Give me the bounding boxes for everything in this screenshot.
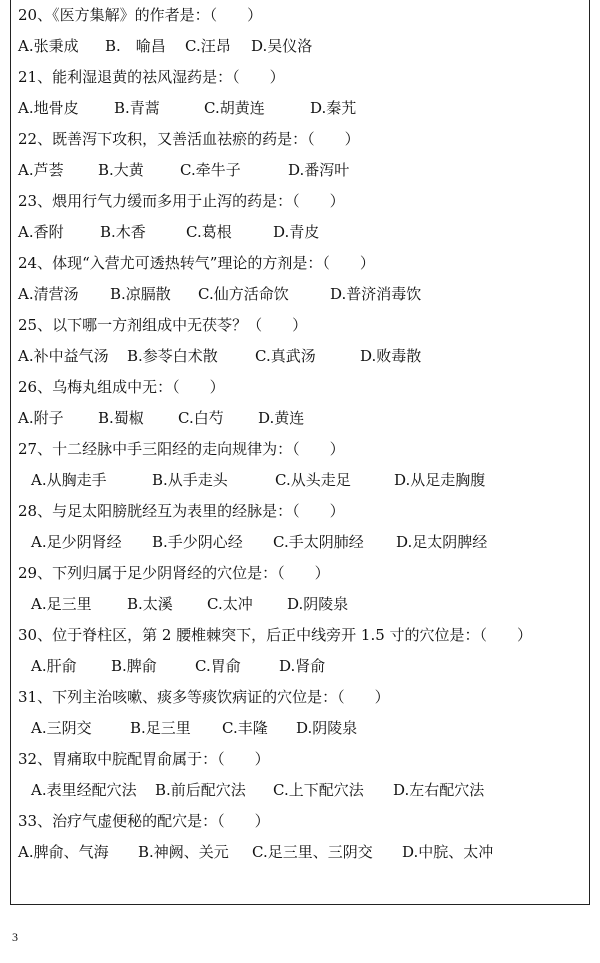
option-c: C.仙方活命饮 xyxy=(198,285,289,303)
option-b: B.太溪 xyxy=(127,595,173,613)
question-stem: 33、治疗气虚便秘的配穴是：（ ） xyxy=(18,812,270,830)
option-c: C.足三里、三阴交 xyxy=(252,843,373,861)
question-28 xyxy=(18,496,584,558)
question-stem: 22、既善泻下攻积，又善活血祛瘀的药是：（ ） xyxy=(18,130,360,148)
question-33 xyxy=(18,806,584,868)
option-c: C.上下配穴法 xyxy=(273,781,364,799)
option-b: B.前后配穴法 xyxy=(155,781,246,799)
option-a: A.从胸走手 xyxy=(31,471,107,489)
question-31 xyxy=(18,682,584,744)
option-d: D.普济消毒饮 xyxy=(330,285,422,303)
option-b: B. 喻昌 xyxy=(105,37,166,55)
question-20 xyxy=(18,0,584,62)
option-d: D.阴陵泉 xyxy=(287,595,349,613)
option-d: D.中脘、太冲 xyxy=(402,843,494,861)
question-22 xyxy=(18,124,584,186)
option-a: A.张秉成 xyxy=(18,37,79,55)
option-a: A.补中益气汤 xyxy=(18,347,109,365)
option-c: C.胡黄连 xyxy=(204,99,265,117)
option-b: B.神阙、关元 xyxy=(138,843,229,861)
option-d: D.肾俞 xyxy=(279,657,326,675)
question-stem: 29、下列归属于足少阴肾经的穴位是：（ ） xyxy=(18,564,330,582)
option-a: A.足三里 xyxy=(31,595,92,613)
option-a: A.芦荟 xyxy=(18,161,64,179)
option-b: B.参苓白术散 xyxy=(127,347,218,365)
question-stem: 31、下列主治咳嗽、痰多等痰饮病证的穴位是：（ ） xyxy=(18,688,390,706)
option-d: D.左右配穴法 xyxy=(393,781,485,799)
option-a: A.香附 xyxy=(18,223,64,241)
option-a: A.足少阴肾经 xyxy=(31,533,122,551)
question-24 xyxy=(18,248,584,310)
question-stem: 25、以下哪一方剂组成中无茯苓？（ ） xyxy=(18,316,308,334)
option-d: D.吴仪洛 xyxy=(251,37,313,55)
question-stem: 23、煨用行气力缓而多用于止泻的药是：（ ） xyxy=(18,192,345,210)
option-b: B.蜀椒 xyxy=(98,409,144,427)
option-d: D.阴陵泉 xyxy=(296,719,358,737)
option-d: D.黄连 xyxy=(258,409,305,427)
question-stem: 27、十二经脉中手三阳经的走向规律为：（ ） xyxy=(18,440,345,458)
question-stem: 24、体现“入营尤可透热转气”理论的方剂是：（ ） xyxy=(18,254,375,272)
option-c: C.汪昂 xyxy=(185,37,231,55)
option-a: A.地骨皮 xyxy=(18,99,79,117)
question-stem: 26、乌梅丸组成中无：（ ） xyxy=(18,378,225,396)
option-a: A.清营汤 xyxy=(18,285,79,303)
option-b: B.从手走头 xyxy=(152,471,228,489)
option-c: C.太冲 xyxy=(207,595,253,613)
page-number: 3 xyxy=(12,930,18,944)
option-c: C.丰隆 xyxy=(222,719,268,737)
question-stem: 28、与足太阳膀胱经互为表里的经脉是：（ ） xyxy=(18,502,345,520)
option-c: C.牵牛子 xyxy=(180,161,241,179)
question-26 xyxy=(18,372,584,434)
option-b: B.凉膈散 xyxy=(110,285,171,303)
option-a: A.附子 xyxy=(18,409,64,427)
option-d: D.秦艽 xyxy=(310,99,357,117)
option-d: D.从足走胸腹 xyxy=(394,471,486,489)
question-stem: 32、胃痛取中脘配胃俞属于：（ ） xyxy=(18,750,270,768)
option-d: D.败毒散 xyxy=(360,347,422,365)
option-a: A.肝俞 xyxy=(31,657,77,675)
question-stem: 20、《医方集解》的作者是：（ ） xyxy=(18,6,263,24)
question-21 xyxy=(18,62,584,124)
question-stem: 21、能利湿退黄的祛风湿药是：（ ） xyxy=(18,68,285,86)
option-c: C.真武汤 xyxy=(255,347,316,365)
option-a: A.三阴交 xyxy=(31,719,92,737)
option-d: D.番泻叶 xyxy=(288,161,350,179)
question-25 xyxy=(18,310,584,372)
option-b: B.脾俞 xyxy=(111,657,157,675)
option-b: B.手少阴心经 xyxy=(152,533,243,551)
question-list xyxy=(18,0,584,868)
option-b: B.木香 xyxy=(100,223,146,241)
option-c: C.胃俞 xyxy=(195,657,241,675)
question-30 xyxy=(18,620,584,682)
option-b: B.青蒿 xyxy=(114,99,160,117)
question-29 xyxy=(18,558,584,620)
question-32 xyxy=(18,744,584,806)
question-27 xyxy=(18,434,584,496)
option-a: A.表里经配穴法 xyxy=(31,781,137,799)
option-c: C.从头走足 xyxy=(275,471,351,489)
option-d: D.足太阴脾经 xyxy=(396,533,488,551)
option-b: B.大黄 xyxy=(98,161,144,179)
option-b: B.足三里 xyxy=(130,719,191,737)
option-c: C.手太阴肺经 xyxy=(273,533,364,551)
option-c: C.白芍 xyxy=(178,409,224,427)
question-stem: 30、位于脊柱区，第 2 腰椎棘突下，后正中线旁开 1.5 寸的穴位是：（ ） xyxy=(18,626,533,644)
question-23 xyxy=(18,186,584,248)
option-c: C.葛根 xyxy=(186,223,232,241)
option-a: A.脾俞、气海 xyxy=(18,843,109,861)
option-d: D.青皮 xyxy=(273,223,320,241)
